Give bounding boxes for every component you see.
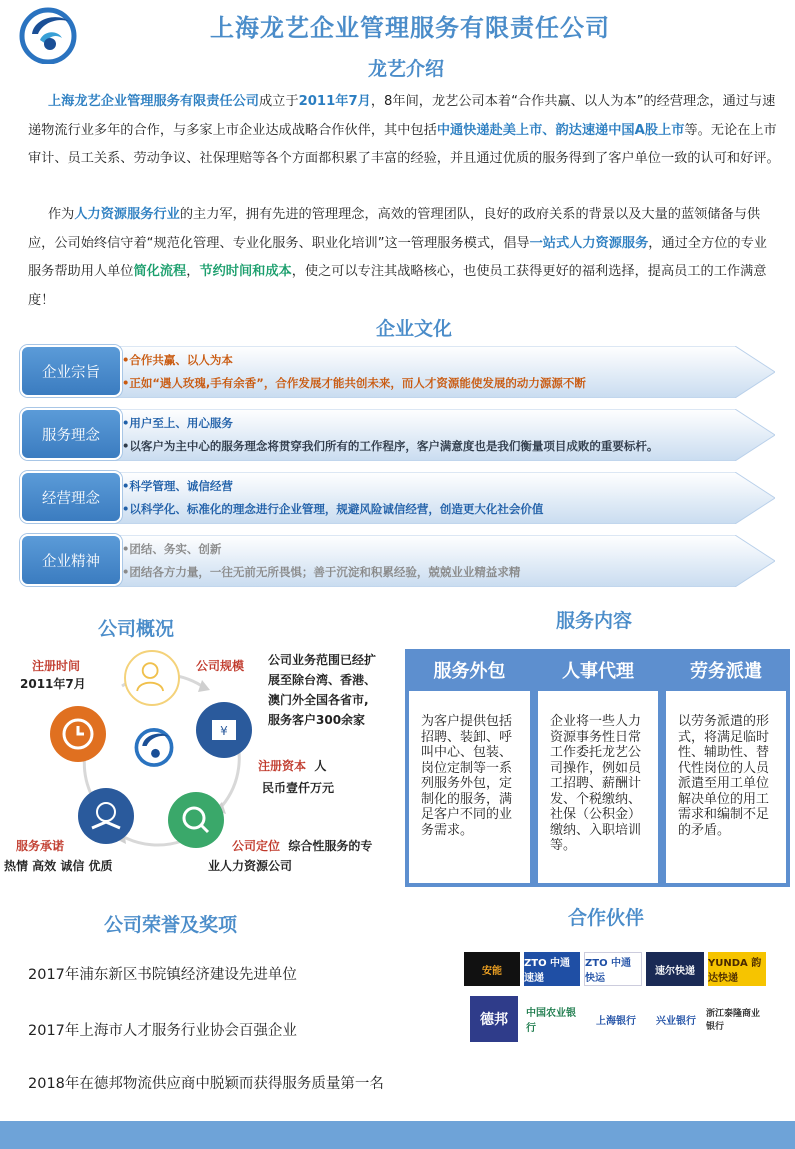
body-text: ，8年间，龙艺公司本着“合作共赢、以人为本”的经营理念，通过与速递物流行业多年的合作，与多家上市企业达成战略合作伙伴，其中包括 <box>28 94 776 138</box>
partner-logo-cib: 兴业银行 <box>656 1015 696 1027</box>
service-title: 人事代理 <box>562 661 634 682</box>
highlight-text: 节约时间和成本 <box>199 264 292 279</box>
culture-row <box>20 469 775 527</box>
person-icon <box>124 650 180 706</box>
promise-label: 服务承诺 <box>16 839 65 853</box>
body-text: ， <box>186 264 200 279</box>
culture-line: •合作共赢、以人为本 <box>122 353 233 367</box>
scale-line: 澳门外全国各省市, <box>268 693 369 707</box>
scale-text <box>268 650 376 730</box>
intro-paragraph-2 <box>28 201 780 315</box>
reg-time-label: 注册时间 <box>32 659 81 673</box>
promise-text: 热情 高效 诚信 优质 <box>4 859 113 873</box>
culture-line: •以客户为主中心的服务理念将贯穿我们所有的工作程序，客户满意度也是我们衡量项目成败的重要标杆。 <box>122 439 659 453</box>
body-text: ，通过全方位的专业服务帮助用人单位 <box>28 235 767 279</box>
service-column <box>662 649 790 887</box>
highlight-text: 上海龙艺企业管理服务有限责任公司 <box>48 94 259 109</box>
honor-item: 2017年浦东新区书院镇经济建设先进单位 <box>28 967 297 983</box>
scale-line: 展至除台湾、香港、 <box>268 673 377 687</box>
scale-label: 公司规模 <box>196 659 245 673</box>
body-text: 的主力军，拥有先进的管理理念，高效的管理团队，良好的政府关系的背景以及大量的蓝领储备与供应，公司始终信守着“规范化管理、专业化服务、职业化培训”这一管理服务模式，倡导 <box>28 207 761 251</box>
capital-row <box>258 756 326 776</box>
money-book-icon <box>196 702 252 758</box>
service-body: 以劳务派遣的形式，将满足临时性、辅助性、替代性岗位的人员派遣至用工单位解决单位的用工需求和编制不足的矛盾。 <box>666 691 786 883</box>
partner-logo-bank-of-shanghai: 上海银行 <box>596 1015 636 1027</box>
partner-logo-anneng: 安能 <box>464 952 520 986</box>
intro-paragraph-1 <box>28 88 780 174</box>
honor-item: 2018年在德邦物流供应商中脱颖而获得服务质量第一名 <box>28 1076 384 1092</box>
services-heading: 服务内容 <box>556 610 633 632</box>
service-body: 企业将一些人力资源事务性日常工作委托龙艺公司操作，例如员工招聘、薪酬计发、个税缴纳、社保（公积金）缴纳、入职培训等。 <box>538 691 658 883</box>
culture-label: 企业精神 <box>20 534 122 586</box>
partner-logo-zto-express: ZTO 中通速递 <box>524 952 580 986</box>
body-text: ，使之可以专注其战略核心，也使员工获得更好的福利选择，提高员工的工作满意度！ <box>28 264 767 308</box>
culture-line: •正如“遇人玫瑰,手有余香”，合作发展才能共创未来，而人才资源能使发展的动力源源不断 <box>122 376 586 390</box>
culture-line: •团结各方力量，一往无前无所畏惧；善于沉淀和积累经验，兢兢业业精益求精 <box>122 565 521 579</box>
company-logo-icon <box>18 4 78 64</box>
culture-label: 服务理念 <box>20 408 122 460</box>
culture-row <box>20 532 775 590</box>
capital-text: 民币壹仟万元 <box>262 781 335 795</box>
footer-bar <box>0 1121 795 1149</box>
magnifier-icon <box>168 792 224 848</box>
culture-line: •科学管理、诚信经营 <box>122 479 233 493</box>
service-title: 服务外包 <box>433 661 506 682</box>
highlight-text: 中通快递赴美上市、韵达速递中国A股上市 <box>436 122 685 138</box>
body-text: 作为 <box>48 207 75 222</box>
position-text: 业人力资源公司 <box>208 859 293 873</box>
culture-label: 企业宗旨 <box>20 345 122 397</box>
partner-logo-yunda: YUNDA 韵达快递 <box>708 952 766 986</box>
culture-row <box>20 343 775 401</box>
culture-label: 经营理念 <box>20 471 122 523</box>
overview-heading: 公司概况 <box>98 618 175 640</box>
company-title: 上海龙艺企业管理服务有限责任公司 <box>210 14 610 42</box>
partners-heading: 合作伙伴 <box>568 907 645 929</box>
body-text: 成立于 <box>259 94 299 109</box>
highlight-text: 人力资源服务行业 <box>74 207 180 222</box>
partner-logo-deppon: 德邦 <box>470 996 518 1042</box>
partner-logo-abc-bank: 中国农业银行 <box>526 1008 576 1034</box>
honor-item: 2017年上海市人才服务行业协会百强企业 <box>28 1023 297 1039</box>
service-title: 劳务派遣 <box>690 661 762 682</box>
clock-icon <box>50 706 106 762</box>
partner-logo-tailong: 浙江泰隆商业银行 <box>706 1009 761 1032</box>
capital-label: 注册资本 <box>258 759 307 773</box>
highlight-text: 简化流程 <box>133 264 187 279</box>
services-panel <box>405 649 790 887</box>
partner-logo-suer: 速尔快递 <box>646 952 704 986</box>
culture-row <box>20 406 775 464</box>
highlight-text: 一站式人力资源服务 <box>529 235 649 251</box>
service-body: 为客户提供包括招聘、装卸、呼叫中心、包装、岗位定制等一系列服务外包，定制化的服务，满足客户不同的业务需求。 <box>409 691 530 883</box>
position-row <box>232 836 372 856</box>
svg-text:¥: ¥ <box>220 724 228 738</box>
culture-line: •以科学化、标准化的理念进行企业管理，规避风险诚信经营，创造更大化社会价值 <box>122 502 544 516</box>
scale-line: 服务客户300余家 <box>268 713 366 727</box>
partner-logo-zto-freight: ZTO 中通快运 <box>584 952 642 986</box>
service-column <box>534 649 662 887</box>
capital-tail: 人 <box>314 759 327 773</box>
center-logo-icon <box>132 724 176 768</box>
culture-heading: 企业文化 <box>376 318 453 340</box>
position-label: 公司定位 <box>232 839 281 853</box>
highlight-text: 2011年7月 <box>298 94 371 109</box>
honors-heading: 公司荣誉及奖项 <box>104 914 238 936</box>
position-tail: 综合性服务的专 <box>288 839 373 853</box>
scale-line: 公司业务范围已经扩 <box>268 653 377 667</box>
service-column <box>405 649 534 887</box>
culture-line: •团结、务实、创新 <box>122 542 222 556</box>
culture-line: •用户至上、用心服务 <box>122 416 233 430</box>
intro-heading: 龙艺介绍 <box>368 58 445 80</box>
reg-time-value: 2011年7月 <box>20 677 86 691</box>
handshake-icon <box>78 788 134 844</box>
body-text: 等。无论在上市审计、员工关系、劳动争议、社保理赔等各个方面都积累了丰富的经验，并且通过优质的服务得到了客户单位一致的认可和好评。 <box>28 122 780 166</box>
